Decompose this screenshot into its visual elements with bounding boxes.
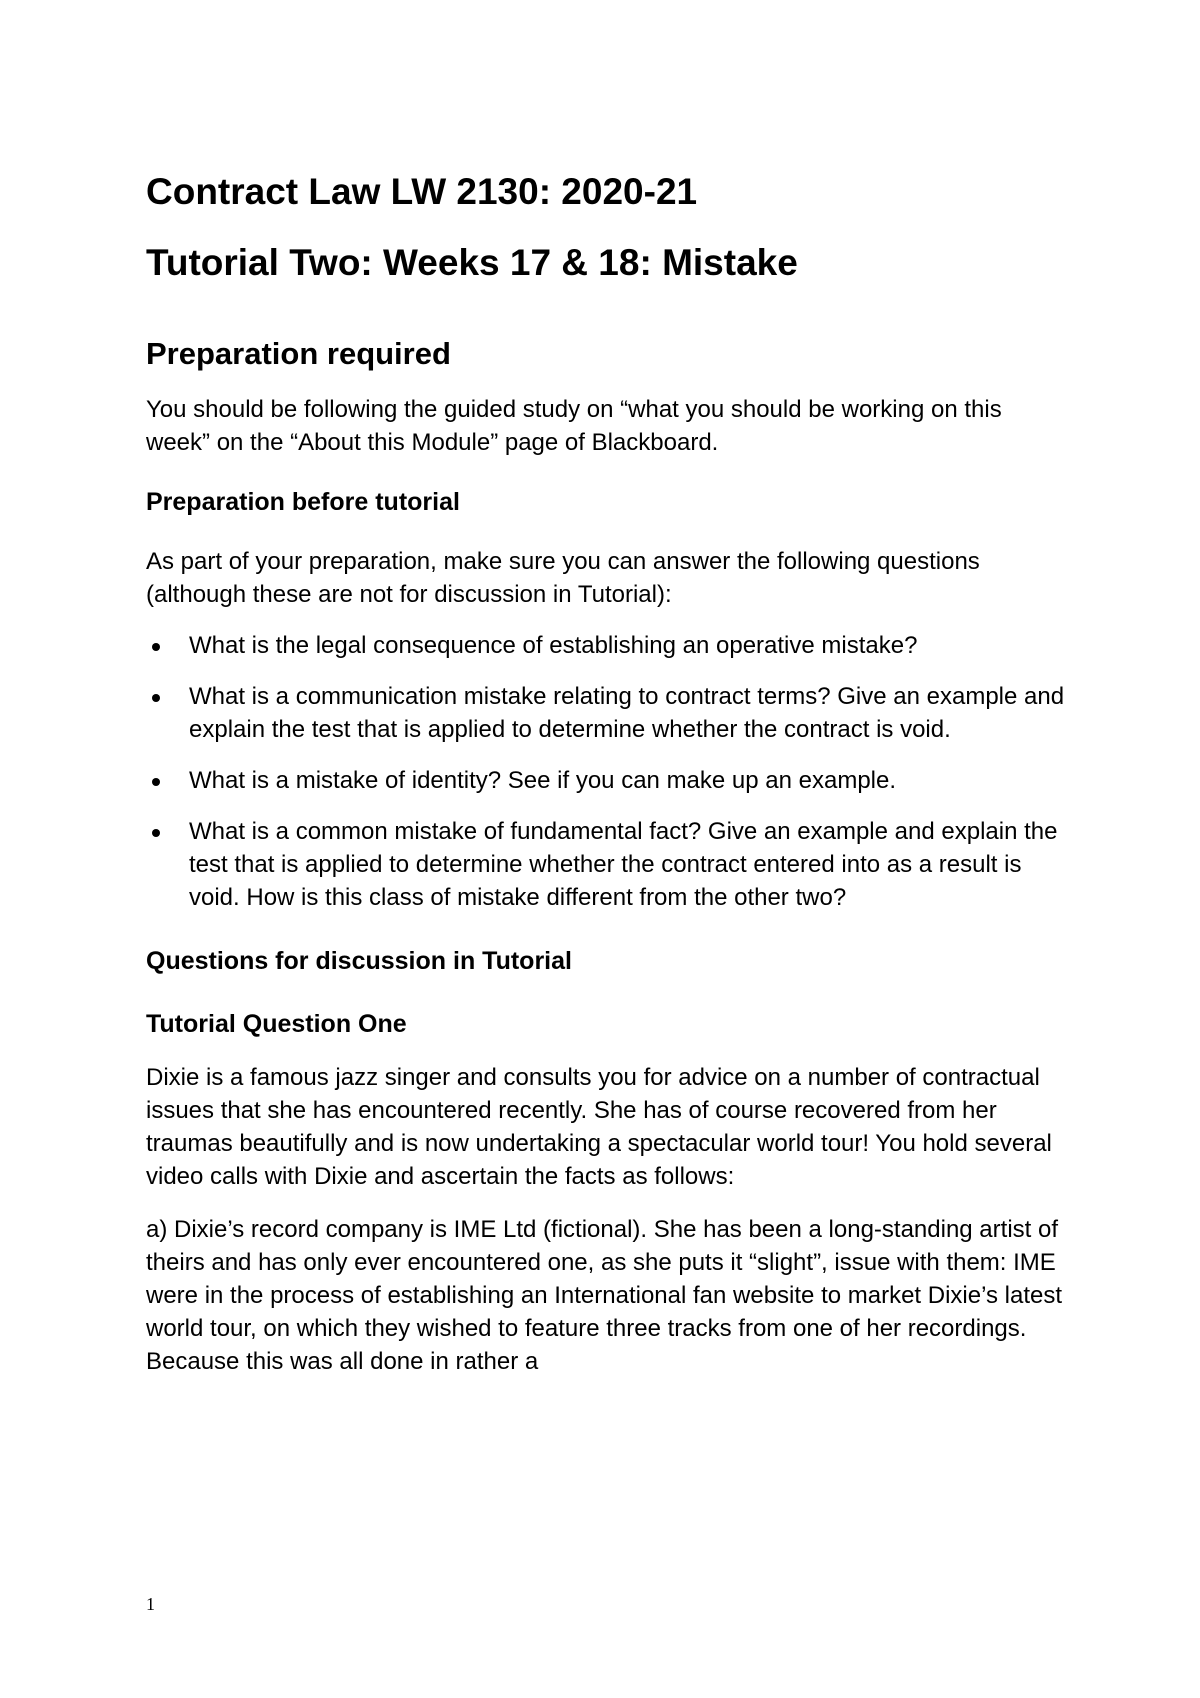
- list-item: What is the legal consequence of establishing an operative mistake?: [146, 629, 1066, 662]
- section-heading-discussion: Questions for discussion in Tutorial: [146, 947, 572, 975]
- question-paragraph-1: Dixie is a famous jazz singer and consults you for advice on a number of contractual issues that she has encountered recently. She has of course recovered from her traumas beautifully and is now undertaking a spectacular world tour! You hold several video calls with Dixie and ascertain the facts as follows:: [146, 1064, 1052, 1190]
- section-heading-preparation-before: Preparation before tutorial: [146, 488, 460, 516]
- list-item: What is a communication mistake relating to contract terms? Give an example and explain the test that is applied to determine whether the contract is void.: [146, 680, 1066, 746]
- list-item: What is a common mistake of fundamental fact? Give an example and explain the test that is applied to determine whether the contract entered into as a result is void. How is this class of mistake different from the other two?: [146, 815, 1066, 914]
- preparation-required-text: You should be following the guided study on “what you should be working on this week” on the “About this Module” page of Blackboard.: [146, 396, 1002, 456]
- document-title: Contract Law LW 2130: 2020-21: [146, 171, 698, 212]
- question-heading: Tutorial Question One: [146, 1010, 407, 1038]
- question-paragraph-2: a) Dixie’s record company is IME Ltd (fictional). She has been a long-standing artist of theirs and has only ever encountered one, as she puts it “slight”, issue with them: IME were in the process of establishing an International fan website to market Dixie’s latest world tour, on which they wished to feature three tracks from one of her recordings. Because this was all done in rather a: [146, 1216, 1063, 1375]
- preparation-before-intro: As part of your preparation, make sure you can answer the following questions (although these are not for discussion in Tutorial):: [146, 548, 980, 608]
- document-body: [146, 170, 1066, 1378]
- page-number: 1: [146, 1594, 155, 1614]
- section-heading-preparation-required: Preparation required: [146, 336, 451, 371]
- list-item: What is a mistake of identity? See if you can make up an example.: [146, 764, 1066, 797]
- preparation-questions-list: [146, 629, 1066, 914]
- document-subtitle: Tutorial Two: Weeks 17 & 18: Mistake: [146, 242, 798, 283]
